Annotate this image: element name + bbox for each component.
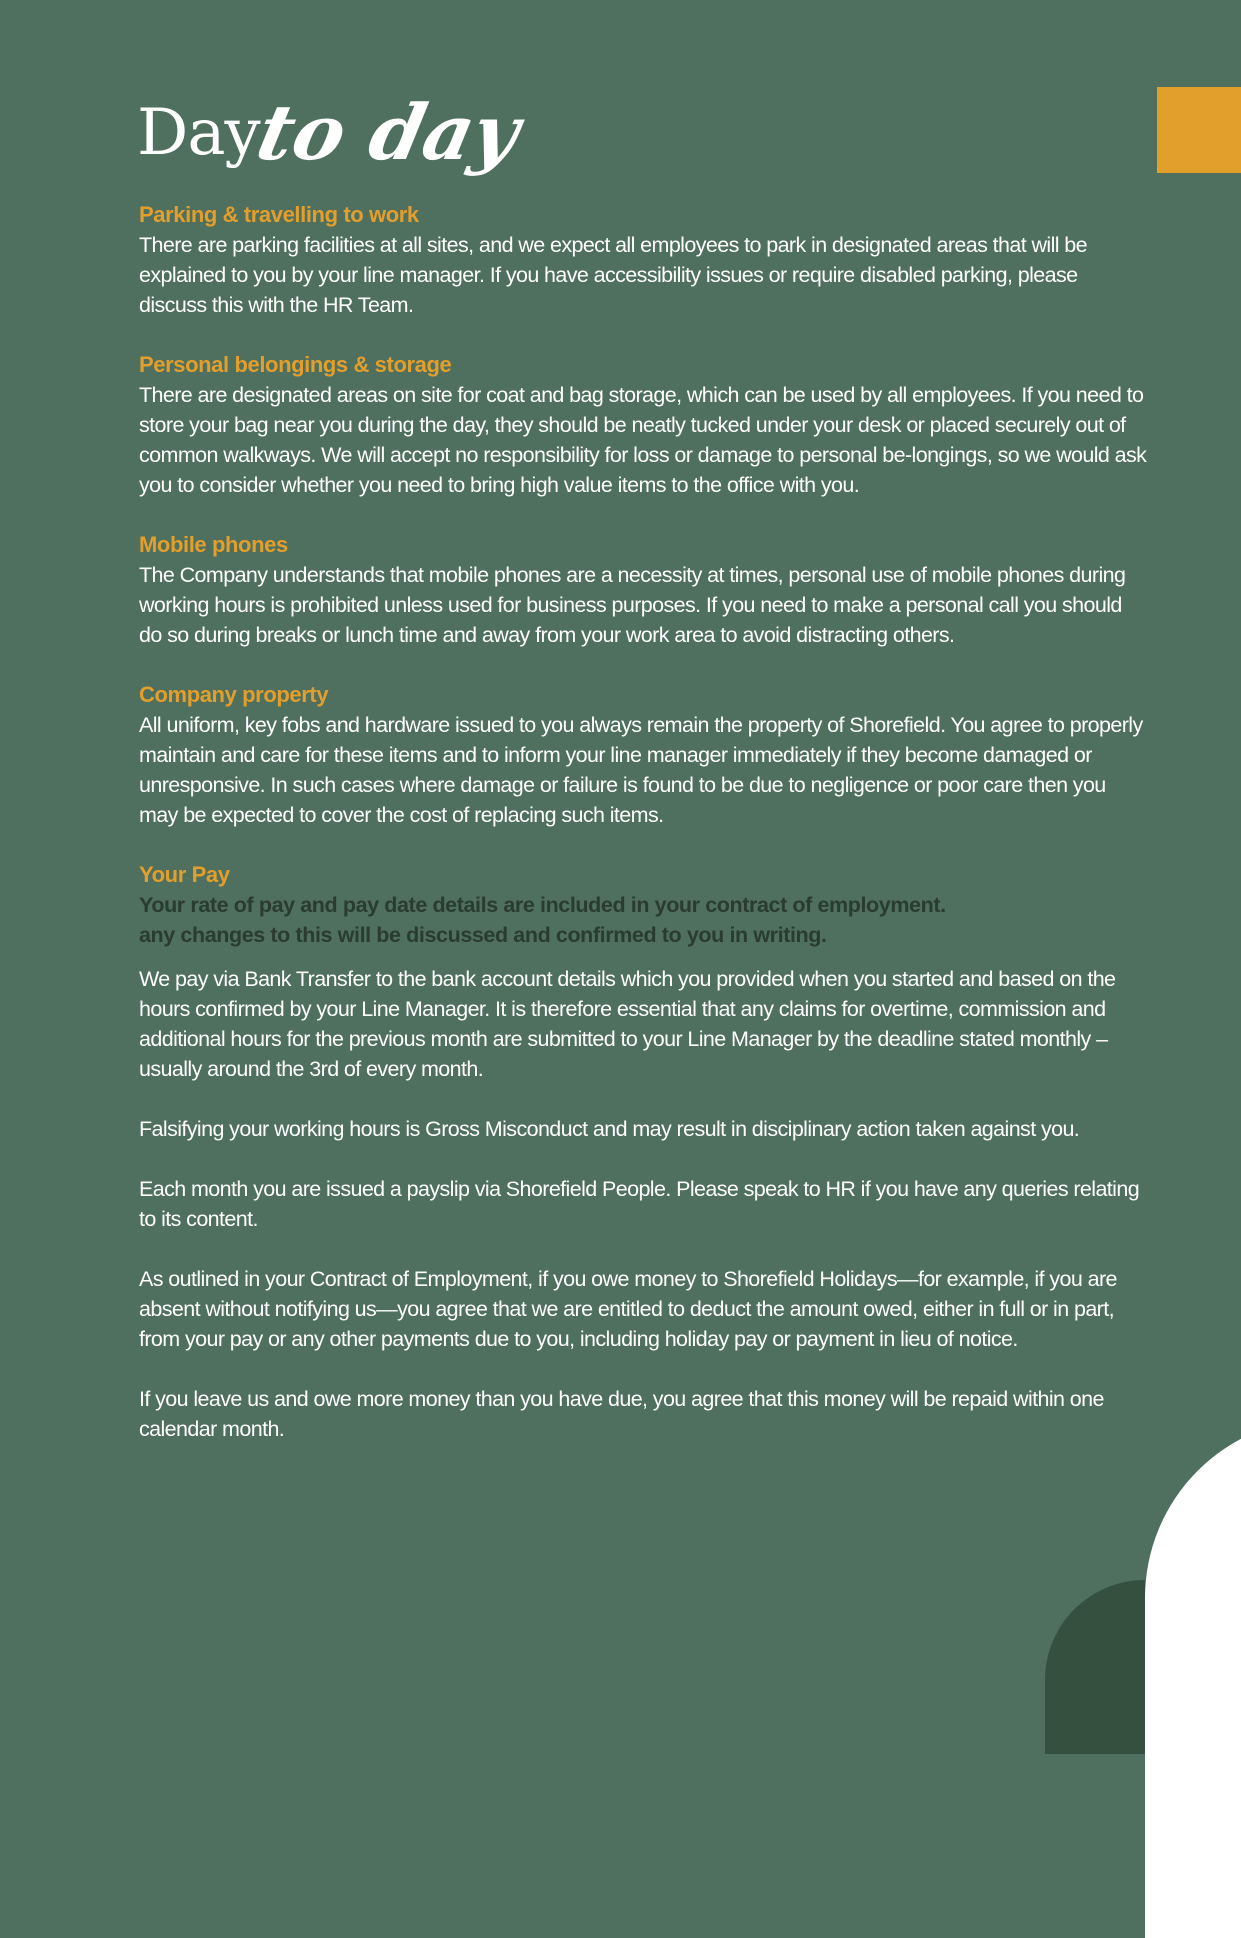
section-company-property (139, 680, 1149, 830)
section-body: There are parking facilities at all sites, and we expect all employees to park in designated areas that will be explained to you by your line manager. If you have accessibility issues or require disabled parking, please discuss this with the HR Team. (139, 233, 1088, 317)
section-heading: Company property (139, 682, 329, 707)
pay-emphasis-line-2: any changes to this will be discussed and confirmed to you in writing. (139, 923, 827, 947)
pay-paragraph: As outlined in your Contract of Employment, if you owe money to Shorefield Holidays—for example, if you are absent without notifying us—you agree that we are entitled to deduct the amount owed, either in full or in part, from your pay or any other payments due to you, including holiday pay or payment in lieu of notice. (139, 1267, 1117, 1351)
main-content (139, 200, 1149, 1474)
pay-emphasis-line-1: Your rate of pay and pay date details are included in your contract of employment. (139, 893, 946, 917)
title-word-day: Day (137, 96, 260, 170)
decorative-arch-white (1145, 1418, 1241, 1938)
section-belongings (139, 350, 1149, 500)
section-your-pay (139, 860, 1149, 1444)
section-parking (139, 200, 1149, 320)
section-body: There are designated areas on site for coat and bag storage, which can be used by all employees. If you need to store your bag near you during the day, they should be neatly tucked under your desk or placed securely out of common walkways. We will accept no responsibility for loss or damage to personal be-longings, so we would ask you to consider whether you need to bring high value items to the office with you. (139, 383, 1147, 497)
section-body: All uniform, key fobs and hardware issued to you always remain the property of Shorefield. You agree to properly maintain and care for these items and to inform your line manager immediately if they become damaged or unresponsive. In such cases where damage or failure is found to be due to negligence or poor care then you may be expected to cover the cost of replacing such items. (139, 713, 1143, 827)
section-heading: Parking & travelling to work (139, 202, 419, 227)
accent-tab (1157, 87, 1241, 173)
section-mobile-phones (139, 530, 1149, 650)
decorative-arch-dark (1045, 1580, 1145, 1754)
section-heading: Personal belongings & storage (139, 352, 452, 377)
pay-paragraph: Each month you are issued a payslip via Shorefield People. Please speak to HR if you have any queries relating to its content. (139, 1177, 1140, 1231)
title-word-script: to day (249, 88, 528, 177)
pay-paragraph: If you leave us and owe more money than you have due, you agree that this money will be repaid within one calendar month. (139, 1387, 1104, 1441)
pay-paragraph: We pay via Bank Transfer to the bank account details which you provided when you started and based on the hours confirmed by your Line Manager. It is therefore essential that any claims for overtime, commission and additional hours for the previous month are submitted to your Line Manager by the deadline stated monthly – usually around the 3rd of every month. (139, 967, 1116, 1081)
section-heading: Mobile phones (139, 532, 288, 557)
section-body: The Company understands that mobile phones are a necessity at times, personal use of mobile phones during working hours is prohibited unless used for business purposes. If you need to make a personal call you should do so during breaks or lunch time and away from your work area to avoid distracting others. (139, 563, 1126, 647)
pay-paragraph: Falsifying your working hours is Gross Misconduct and may result in disciplinary action taken against you. (139, 1117, 1080, 1141)
section-heading: Your Pay (139, 862, 230, 887)
